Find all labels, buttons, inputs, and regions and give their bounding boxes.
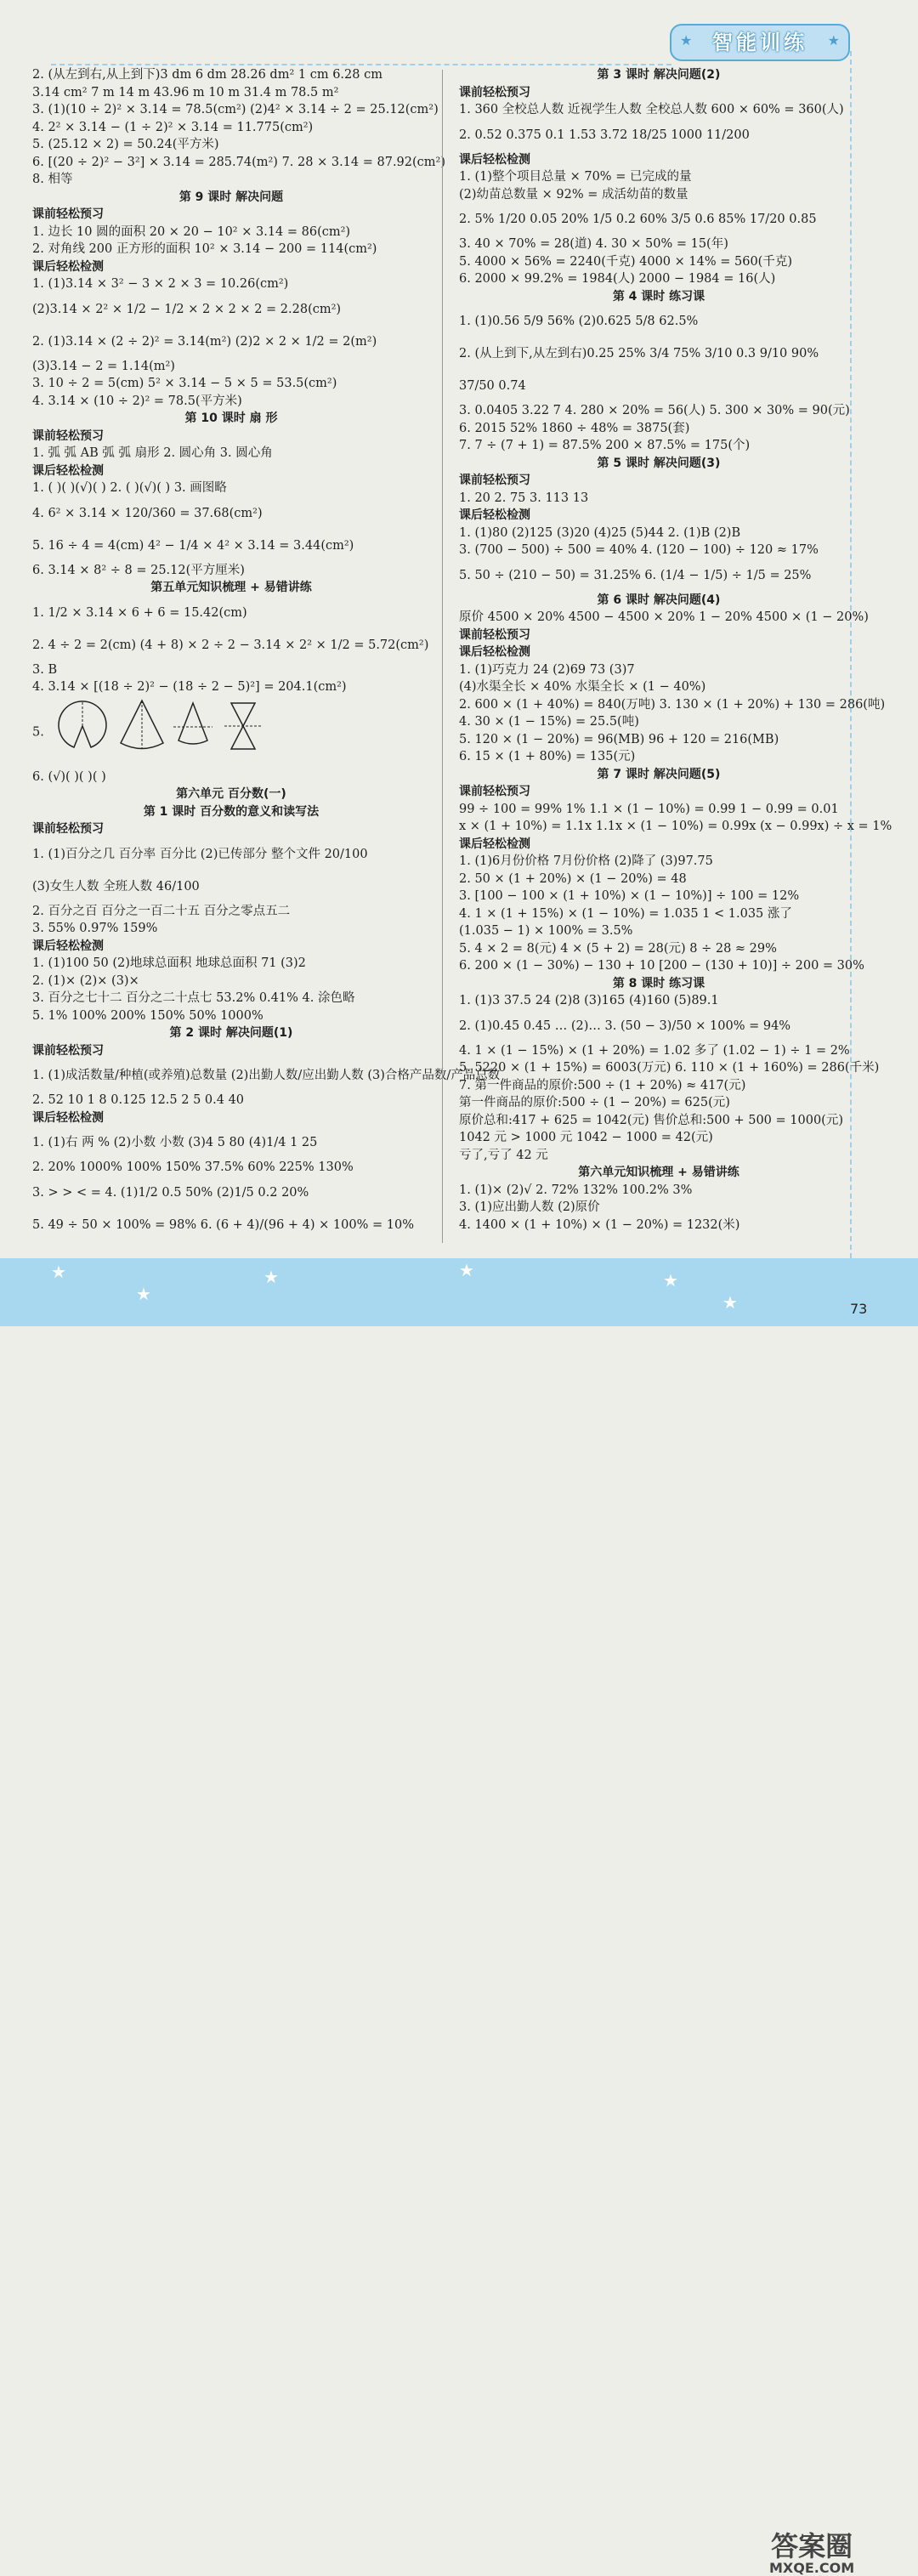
answer-line: 5. 49 ÷ 50 × 100% = 98% 6. (6 + 4)/(96 + 4) × 100% = 10% [32,1217,414,1232]
star-icon: ★ [459,1260,474,1280]
answer-line: 6. (√)( )( )( ) [32,769,106,784]
answer-line: (3)女生人数 全班人数 46/100 [32,879,200,894]
answer-line: 3. 40 × 70% = 28(道) 4. 30 × 50% = 15(年) [459,237,728,251]
page-number: 73 [850,1301,868,1317]
section-label: 课前轻松预习 [459,474,530,487]
star-icon: ★ [264,1267,279,1287]
page-footer [0,1258,918,2576]
answer-line: 4. 3.14 × (10 ÷ 2)² = 78.5(平方米) [32,394,242,408]
answer-line: 6. 3.14 × 8² ÷ 8 = 25.12(平方厘米) [32,563,245,577]
answer-line: 1. 360 全校总人数 近视学生人数 全校总人数 600 × 60% = 360(人) [459,103,844,116]
answer-line: 3. B [32,662,58,677]
section-label: 课后轻松检测 [459,152,530,167]
answer-line: 6. 15 × (1 + 80%) = 135(元) [459,750,636,763]
section-label: 课后轻松检测 [32,259,104,274]
answer-line: (2)3.14 × 2² × 1/2 − 1/2 × 2 × 2 × 2 = 2.28(cm²) [32,302,342,316]
answer-line: 1. (1)6月份价格 7月份价格 (2)降了 (3)97.75 [459,854,713,868]
answer-line: 1. (1)右 两 % (2)小数 小数 (3)4 5 80 (4)1/4 1 25 [32,1136,318,1149]
section-label: 课前轻松预习 [459,785,530,798]
answer-line: 5. 5220 × (1 + 15%) = 6003(万元) 6. 110 × (1 + 160%) = 286(千米) [459,1061,880,1075]
answer-line: 1. (1)× (2)√ 2. 72% 132% 100.2% 3% [459,1183,693,1197]
answer-line: 8. 相等 [32,173,73,186]
answer-line: 3. (700 − 500) ÷ 500 = 40% 4. (120 − 100) ÷ 120 ≈ 17% [459,543,819,557]
answer-line: (4)水渠全长 × 40% 水渠全长 × (1 − 40%) [459,680,706,694]
section-badge [670,24,850,61]
answer-line: 1. (1)巧克力 24 (2)69 73 (3)7 [459,662,635,677]
section-label: 课前轻松预习 [32,822,104,836]
section-label: 课后轻松检测 [459,508,530,522]
section-label: 课前轻松预习 [459,85,530,99]
answer-line: 2. 0.52 0.375 0.1 1.53 3.72 18/25 1000 11/200 [459,128,750,142]
star-icon: ★ [663,1270,678,1291]
answer-line: 5. 1% 100% 200% 150% 50% 1000% [32,1008,264,1023]
answer-line: 2. 4 ÷ 2 = 2(cm) (4 + 8) × 2 ÷ 2 − 3.14 × 2² × 1/2 = 5.72(cm²) [32,638,429,652]
answer-line: 2. (1)3.14 × (2 ÷ 2)² = 3.14(m²) (2)2 × 2 × 1/2 = 2(m²) [32,334,377,349]
answer-line: 1. (1)100 50 (2)地球总面积 地球总面积 71 (3)2 [32,956,306,970]
answer-line: (1.035 − 1) × 100% = 3.5% [459,924,633,938]
answer-line: 2. (从上到下,从左到右)0.25 25% 3/4 75% 3/10 0.3 9/10 90% [459,347,819,360]
fan-sector-figure [121,701,163,749]
star-icon: ★ [827,32,840,48]
answer-line: 4. 1 × (1 + 15%) × (1 − 10%) = 1.035 1 < 1.035 涨了 [459,906,792,921]
section-label: 课前轻松预习 [459,627,530,642]
answer-line: 2. 对角线 200 正方形的面积 10² × 3.14 − 200 = 114(cm²) [32,242,377,256]
answer-line: 1. (1)成活数量/种植(或养殖)总数量 (2)出勤人数/应出勤人数 (3)合格产品数/产品总数 [32,1069,501,1082]
section-label: 课后轻松检测 [32,463,104,478]
section-label: 课后轻松检测 [32,939,104,953]
answer-line: 2. (1)× (2)× (3)× [32,973,139,988]
answer-line: 4. 3.14 × [(18 ÷ 2)² − (18 ÷ 2 − 5)²] = 204.1(cm²) [32,680,347,694]
answer-line: 2. 600 × (1 + 40%) = 840(万吨) 3. 130 × (1 + 20%) + 130 = 286(吨) [459,697,886,712]
answer-line: 1. (1)百分之几 百分率 百分比 (2)已传部分 整个文件 20/100 [32,847,368,861]
star-icon: ★ [136,1284,151,1304]
answer-line: 1. ( )( )(√)( ) 2. ( )(√)( ) 3. 画图略 [32,481,227,495]
lesson-title: 第 8 课时 练习课 [612,976,706,990]
section-label: 课后轻松检测 [459,837,530,851]
answer-line: 7. 第一件商品的原价:500 ÷ (1 + 20%) ≈ 417(元) [459,1078,746,1092]
answer-line: 第一件商品的原价:500 ÷ (1 − 20%) = 625(元) [459,1096,730,1109]
answer-line: 2. 20% 1000% 100% 150% 37.5% 60% 225% 130% [32,1160,354,1174]
answer-line: 5. 4000 × 56% = 2240(千克) 4000 × 14% = 560(千克) [459,254,792,269]
answer-line: 5. 50 ÷ (210 − 50) = 31.25% 6. (1/4 − 1/5) ÷ 1/5 = 25% [459,568,812,582]
answer-line: 3. > > < = 4. (1)1/2 0.5 50% (2)1/5 0.2 20% [32,1185,309,1200]
answer-line: 1. (1)0.56 5/9 56% (2)0.625 5/8 62.5% [459,315,699,328]
section-label: 课前轻松预习 [32,1043,104,1058]
answer-line: 6. 200 × (1 − 30%) − 130 + 10 [200 − (130 + 10)] ÷ 200 = 30% [459,959,864,973]
watermark-logo: 答案圈 MXQE.COM [769,2530,855,2576]
answer-line: 1. 20 2. 75 3. 113 13 [459,491,589,505]
answer-line: 4. 6² × 3.14 × 120/360 = 37.68(cm²) [32,506,263,520]
lesson-title: 第 5 课时 解决问题(3) [597,456,721,470]
answer-line: 99 ÷ 100 = 99% 1% 1.1 × (1 − 10%) = 0.99 1 − 0.99 = 0.01 [459,802,839,816]
answer-line: 1. (1)3 37.5 24 (2)8 (3)165 (4)160 (5)89.1 [459,994,719,1007]
answer-line: 1. 1/2 × 3.14 × 6 + 6 = 15.42(cm) [32,605,247,620]
section-label: 课后轻松检测 [459,645,530,659]
answer-line: 亏了,亏了 42 元 [459,1148,548,1162]
right-answer-column [459,66,892,1234]
answer-line-figures: 5. [32,696,430,769]
answer-line: (3)3.14 − 2 = 1.14(m²) [32,359,175,373]
section-label: 课后轻松检测 [32,1110,104,1125]
answer-line: 2. 百分之百 百分之一百二十五 百分之零点五二 [32,904,291,918]
sector-figures [44,696,265,769]
star-icon: ★ [722,1292,738,1313]
star-icon: ★ [51,1262,66,1282]
lesson-title: 第六单元知识梳理 + 易错讲练 [578,1166,740,1179]
answer-line: 3. [100 − 100 × (1 + 10%) × (1 − 10%)] ÷ 100 = 12% [459,889,800,903]
lesson-title: 第 9 课时 解决问题 [178,190,284,204]
lesson-title: 第 3 课时 解决问题(2) [597,68,721,82]
answer-line: 3. 0.0405 3.22 7 4. 280 × 20% = 56(人) 5. 300 × 30% = 90(元) [459,404,850,417]
answer-line: 1042 元 > 1000 元 1042 − 1000 = 42(元) [459,1131,713,1144]
answer-line: 3. 55% 0.97% 159% [32,922,158,935]
answer-line: 1. 边长 10 圆的面积 20 × 20 − 10² × 3.14 = 86(cm²) [32,224,351,239]
answer-line: 3. (1)应出勤人数 (2)原价 [459,1200,600,1214]
answer-line: 4. 2² × 3.14 − (1 ÷ 2)² × 3.14 = 11.775(cm²) [32,120,314,134]
answer-line: 5. (25.12 × 2) = 50.24(平方米) [32,138,219,151]
answer-line: 3.14 cm² 7 m 14 m 43.96 m 10 m 31.4 m 78.5 m² [32,85,339,99]
narrow-sector-figure [178,703,207,744]
answer-line: 1. (1)3.14 × 3² − 3 × 2 × 3 = 10.26(cm²) [32,277,289,291]
answer-line: 1. (1)80 (2)125 (3)20 (4)25 (5)44 2. (1)B (2)B [459,525,741,540]
answer-line: 1. (1)整个项目总量 × 70% = 已完成的量 [459,170,692,184]
lesson-title: 第 6 课时 解决问题(4) [597,593,721,607]
lesson-title: 第 10 课时 扇 形 [184,411,278,425]
answer-line: 7. 7 ÷ (7 + 1) = 87.5% 200 × 87.5% = 175(个) [459,439,751,452]
answer-line: 原价 4500 × 20% 4500 − 4500 × 20% 1 − 20% 4500 × (1 − 20%) [459,610,869,624]
lesson-title: 第六单元 百分数(一) [176,787,286,801]
answer-line: 4. 1 × (1 − 15%) × (1 + 20%) = 1.02 多了 (1.02 − 1) ÷ 1 = 2% [459,1043,850,1058]
lesson-title: 第 7 课时 解决问题(5) [597,767,721,781]
answer-line: x × (1 + 10%) = 1.1x 1.1x × (1 − 10%) = 0.99x (x − 0.99x) ÷ x = 1% [459,820,892,833]
answer-line: 2. (1)0.45 0.45 … (2)… 3. (50 − 3)/50 × 100% = 94% [459,1018,791,1033]
answer-line: 3. (1)(10 ÷ 2)² × 3.14 = 78.5(cm²) (2)4² × 3.14 ÷ 2 = 25.12(cm²) [32,103,439,116]
section-label: 课前轻松预习 [32,428,104,443]
answer-line: 2. 50 × (1 + 20%) × (1 − 20%) = 48 [459,871,687,886]
answer-line: 4. 1400 × (1 + 10%) × (1 − 20%) = 1232(米) [459,1217,740,1232]
answer-line: 6. [(20 ÷ 2)² − 3²] × 3.14 = 285.74(m²) 7. 28 × 3.14 = 87.92(cm²) [32,155,445,169]
page-header [0,0,918,68]
answer-line: 6. 2015 52% 1860 ÷ 48% = 3875(套) [459,421,690,435]
answer-line: 2. 5% 1/20 0.05 20% 1/5 0.2 60% 3/5 0.6 85% 17/20 0.85 [459,213,817,226]
answer-line: (2)幼苗总数量 × 92% = 成活幼苗的数量 [459,187,688,201]
answer-line: 3. 百分之七十二 百分之二十点七 53.2% 0.41% 4. 涂色略 [32,991,355,1005]
answer-line: 5. 4 × 2 = 8(元) 4 × (5 + 2) = 28(元) 8 ÷ 28 ≈ 29% [459,941,777,956]
section-label: 课前轻松预习 [32,207,104,221]
answer-line: 原价总和:417 + 625 = 1042(元) 售价总和:500 + 500 = 1000(元) [459,1113,843,1127]
answer-line: 6. 2000 × 99.2% = 1984(人) 2000 − 1984 = 16(人) [459,272,776,286]
badge-title: 智能训练 [712,31,808,54]
lesson-title: 第 2 课时 解决问题(1) [169,1026,293,1040]
answer-line: 5. 16 ÷ 4 = 4(cm) 4² − 1/4 × 4² × 3.14 = 3.44(cm²) [32,538,354,553]
answer-line: 2. (从左到右,从上到下)3 dm 6 dm 28.26 dm² 1 cm 6.28 cm [32,68,382,82]
column-divider [442,70,443,1243]
answer-line: 1. 弧 弧 AB 弧 弧 扇形 2. 圆心角 3. 圆心角 [32,446,273,460]
lesson-title: 第 4 课时 练习课 [612,289,706,304]
answer-line: 4. 30 × (1 − 15%) = 25.5(吨) [459,715,639,729]
answer-line: 5. 120 × (1 − 20%) = 96(MB) 96 + 120 = 216(MB) [459,732,779,746]
star-icon: ★ [680,32,693,48]
lesson-title: 第五单元知识梳理 + 易错讲练 [150,581,312,594]
answer-line: 37/50 0.74 [459,379,526,393]
header-dashed-rule [51,64,672,65]
answer-line: 2. 52 10 1 8 0.125 12.5 2 5 0.4 40 [32,1093,245,1107]
lesson-title: 第 1 课时 百分数的意义和读写法 [143,804,320,819]
answer-line: 3. 10 ÷ 2 = 5(cm) 5² × 3.14 − 5 × 5 = 53.5(cm²) [32,377,337,390]
